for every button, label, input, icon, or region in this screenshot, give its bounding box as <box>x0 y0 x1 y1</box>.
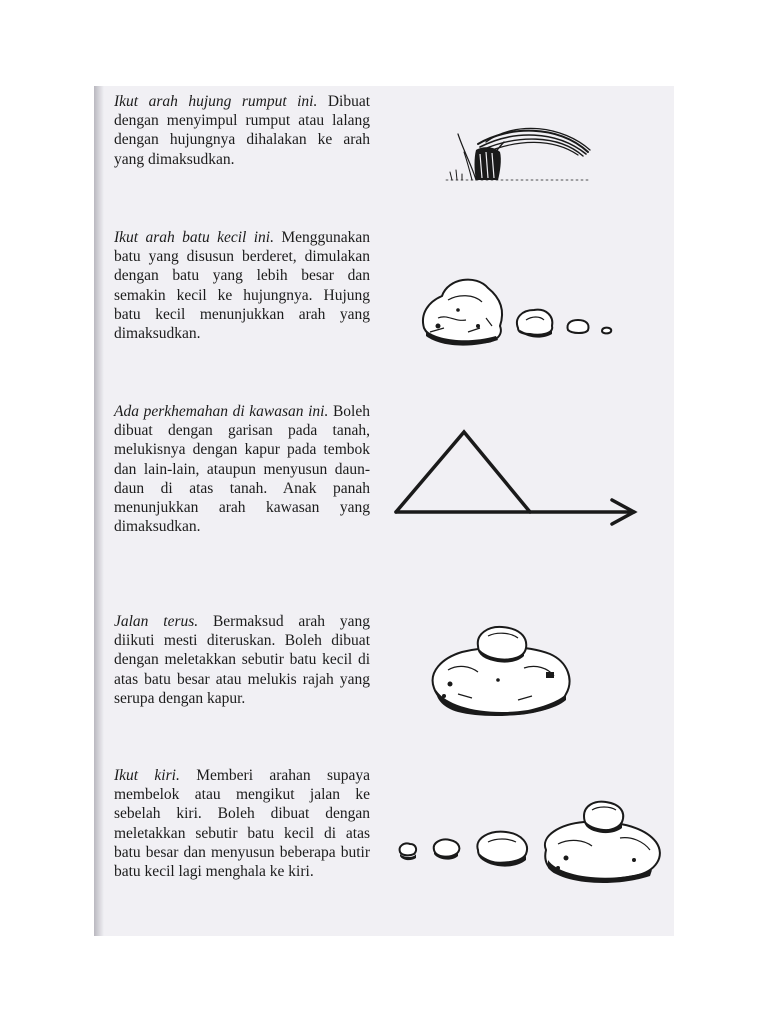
section-text <box>114 228 370 343</box>
section-body: Boleh dibuat dengan garisan pada tanah, melukisnya dengan kapur pada tembok dan lain-lain, ataupun menyusun daun-daun di atas tanah. Anak panah menunjukkan arah kawasan yang dimaksudkan. <box>114 403 370 536</box>
section-stone-row-sign <box>114 228 370 343</box>
section-text <box>114 766 370 881</box>
section-lead: Ikut arah hujung rumput ini. <box>114 93 318 110</box>
stacked-stones-icon <box>428 624 578 719</box>
stones-turn-left-icon <box>394 798 666 888</box>
row-of-stones-icon <box>418 270 623 350</box>
section-lead: Ikut kiri. <box>114 767 180 784</box>
section-go-straight-sign <box>114 612 370 708</box>
knotted-grass-icon <box>438 122 593 184</box>
section-body: Memberi arahan supaya membelok atau mengikut jalan ke sebelah kiri. Boleh dibuat dengan meletakkan sebutir batu kecil di atas batu besar dan menyusun beberapa butir batu kecil lagi menghala ke kiri. <box>114 767 371 881</box>
section-body: Dibuat dengan menyimpul rumput atau lalang dengan hujungnya dihalakan ke arah yang dimaksudkan. <box>114 93 370 168</box>
section-body: Menggunakan batu yang disusun berderet, dimulakan dengan batu yang lebih besar dan semakin kecil ke hujungnya. Hujung batu kecil menunjukkan arah yang dimaksudkan. <box>114 229 371 343</box>
section-lead: Ikut arah batu kecil ini. <box>114 229 274 246</box>
section-grass-sign <box>114 92 370 169</box>
section-body: Bermaksud arah yang diikuti mesti diteruskan. Boleh dibuat dengan meletakkan sebutir batu kecil di atas batu besar atau melukis rajah yang serupa dengan kapur. <box>114 613 371 707</box>
section-lead: Ada perkhemahan di kawasan ini. <box>114 403 329 420</box>
section-turn-left-sign <box>114 766 370 881</box>
section-text <box>114 612 370 708</box>
section-text <box>114 402 370 536</box>
page-binding-shadow <box>94 86 104 936</box>
triangle-arrow-icon <box>390 426 640 526</box>
section-lead: Jalan terus. <box>114 613 199 630</box>
section-camp-sign <box>114 402 370 536</box>
section-text <box>114 92 370 169</box>
